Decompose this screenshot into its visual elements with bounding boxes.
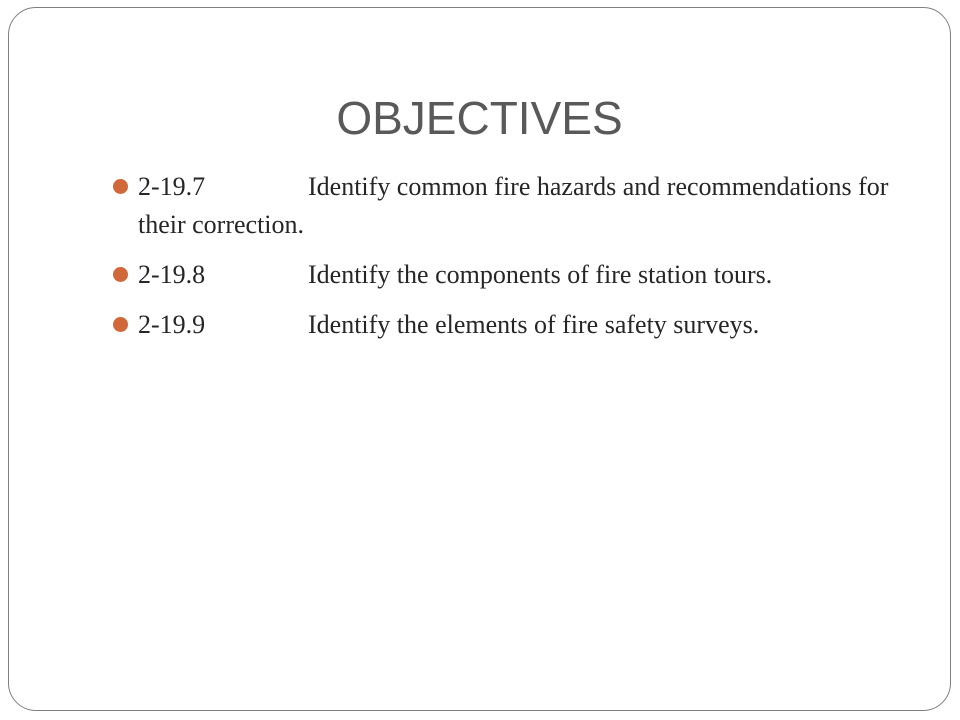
slide-title: OBJECTIVES [336, 92, 623, 144]
objective-item [105, 306, 905, 344]
objective-text: Identify the elements of fire safety surveys. [308, 310, 760, 339]
bullet-dot-icon [113, 179, 128, 194]
slide-frame [8, 7, 951, 711]
objective-item [105, 168, 905, 244]
bullet-dot-icon [113, 317, 128, 332]
objective-item [105, 256, 905, 294]
objective-text: Identify the components of fire station tours. [308, 260, 773, 289]
objective-code: 2-19.9 [138, 310, 206, 339]
bullet-dot-icon [113, 267, 128, 282]
objective-text: Identify common fire hazards and recommendations for their correction. [138, 172, 889, 239]
objective-code: 2-19.7 [138, 172, 206, 201]
objective-code: 2-19.8 [138, 260, 206, 289]
objectives-list [105, 168, 905, 356]
